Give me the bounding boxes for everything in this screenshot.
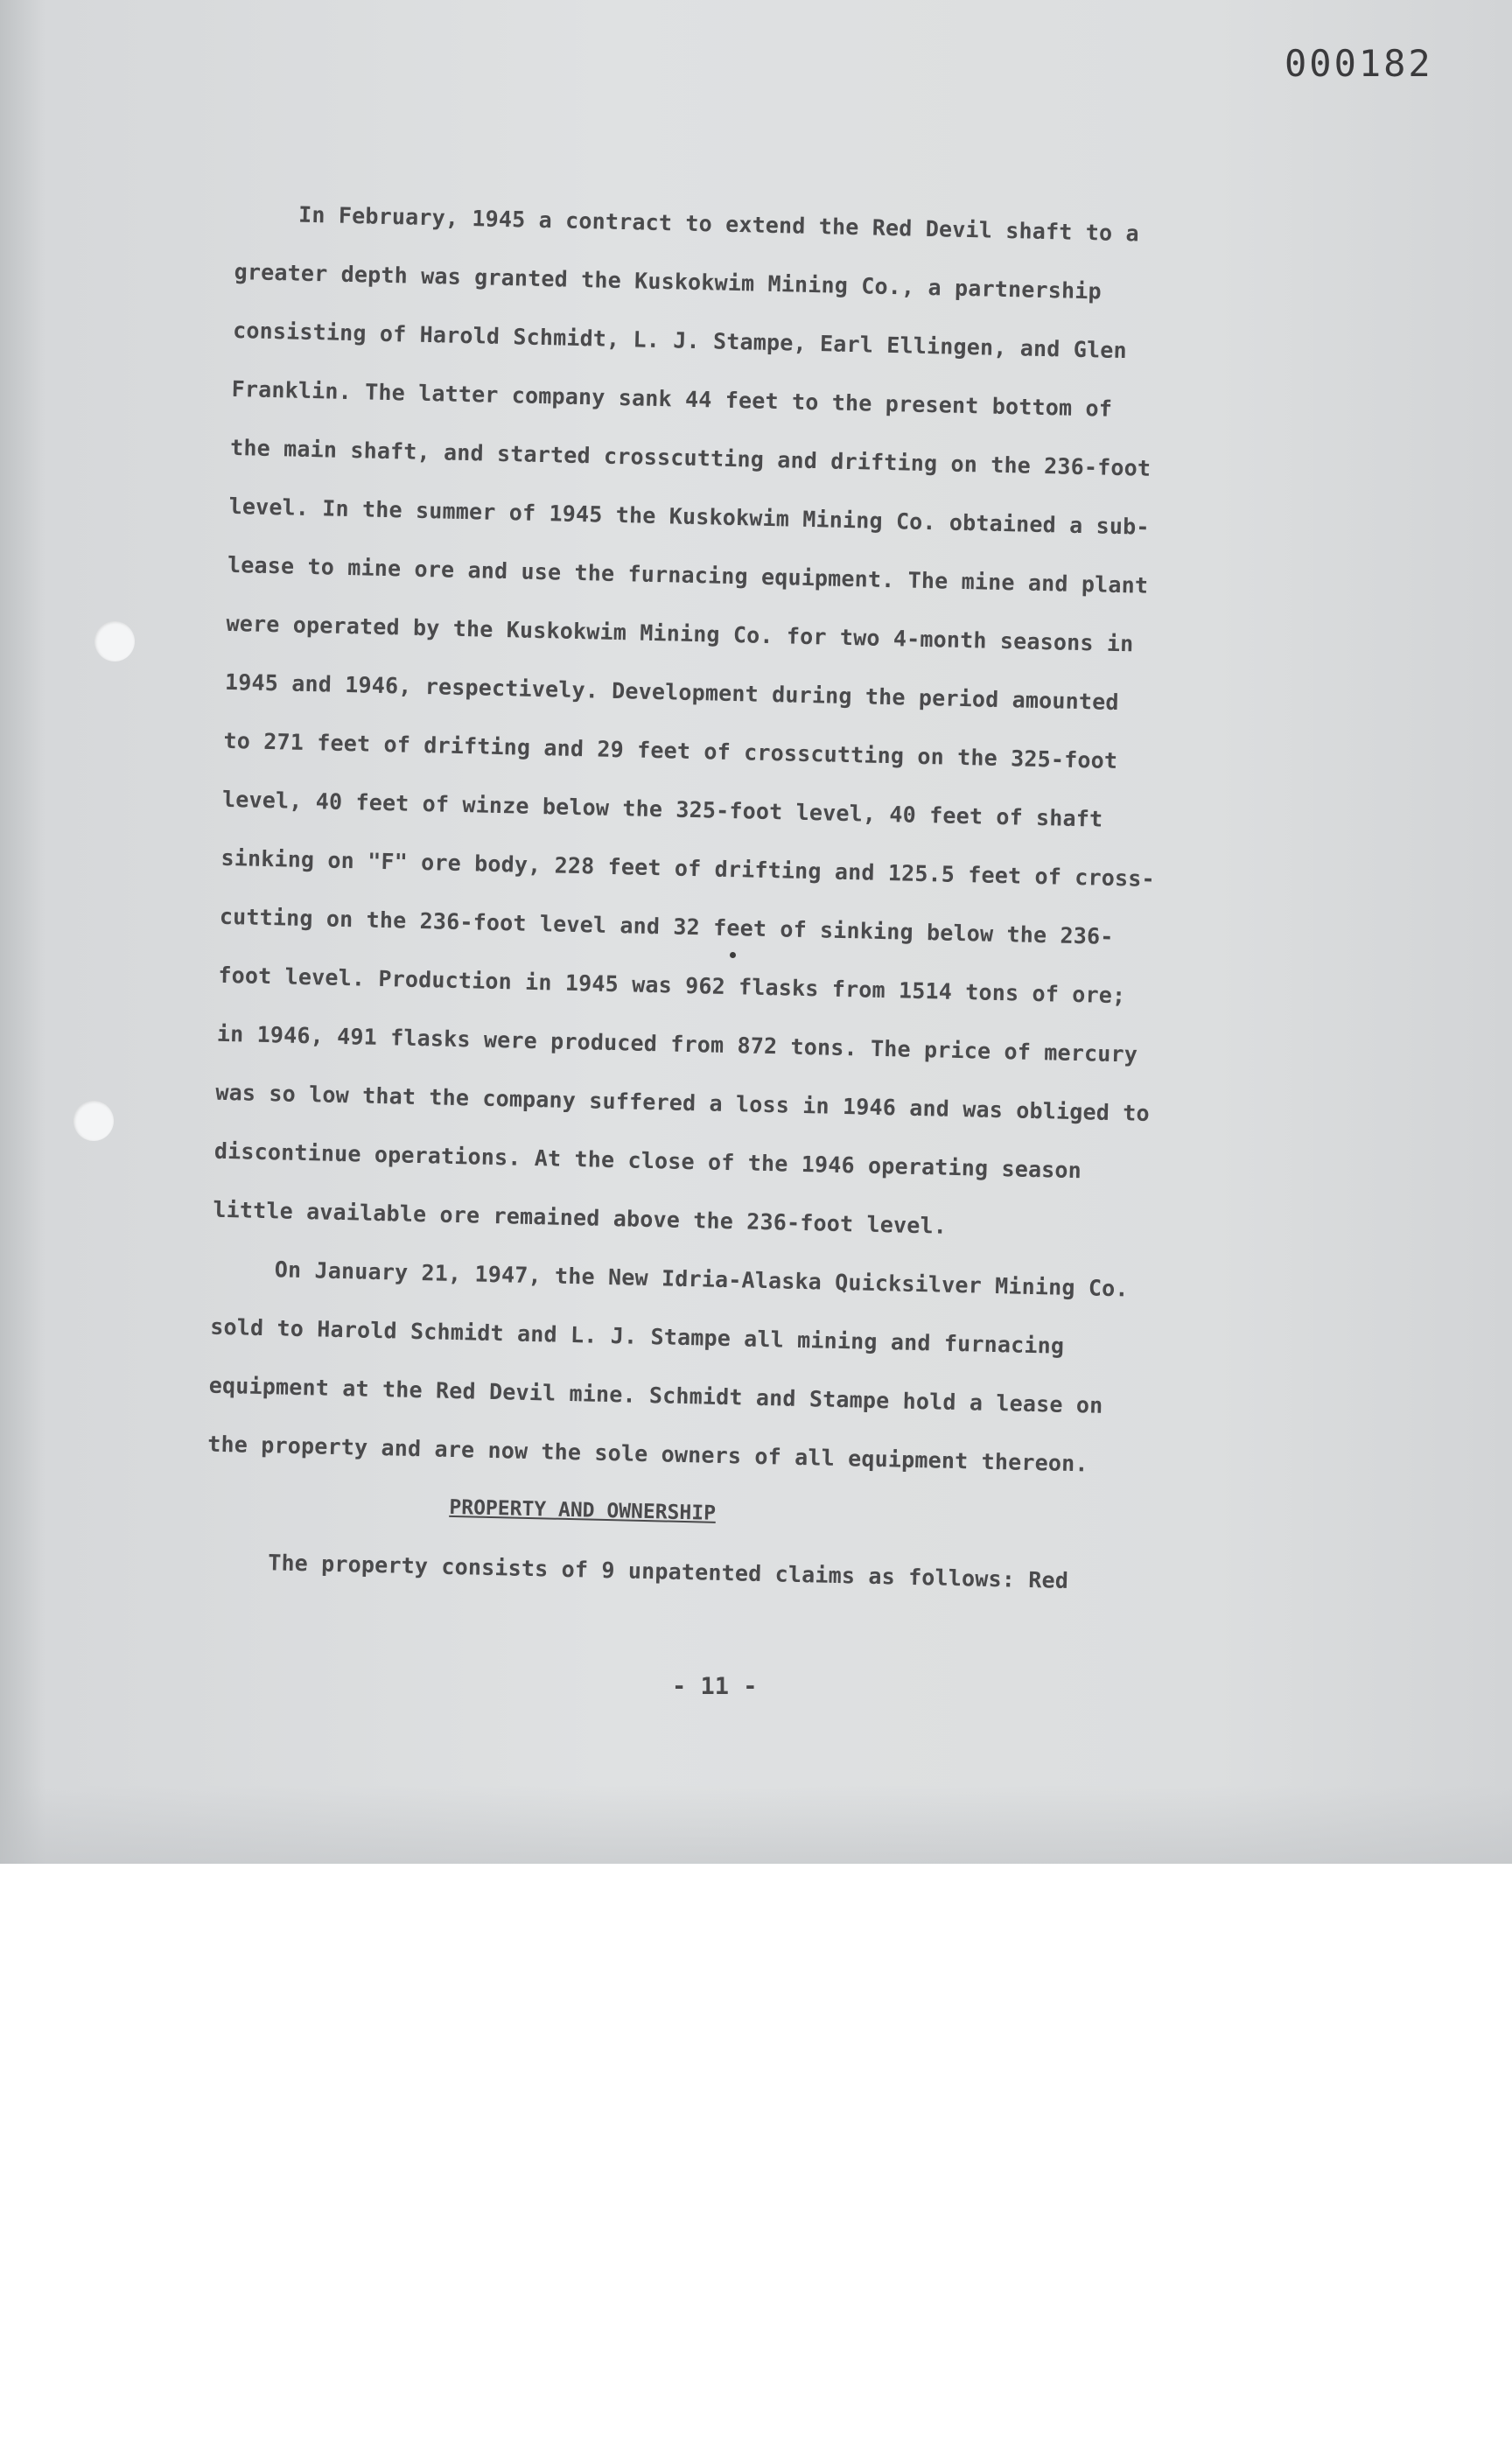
text-line: were operated by the Kuskokwim Mining Co. for two 4-month seasons in: [226, 610, 1134, 657]
text-line: to 271 feet of drifting and 29 feet of crosscutting on the 325-foot: [223, 727, 1118, 774]
text-line: equipment at the Red Devil mine. Schmidt and Stampe hold a lease on: [208, 1372, 1103, 1418]
text-line: was so low that the company suffered a loss in 1946 and was obliged to: [215, 1079, 1151, 1126]
section-heading: PROPERTY AND OWNERSHIP: [449, 1495, 717, 1525]
document-number: 000182: [1284, 42, 1433, 85]
text-line: foot level. Production in 1945 was 962 flasks from 1514 tons of ore;: [218, 962, 1126, 1009]
text-line: On January 21, 1947, the New Idria-Alaska Quicksilver Mining Co.: [274, 1256, 1130, 1302]
text-line: sinking on "F" ore body, 228 feet of drifting and 125.5 feet of cross-: [220, 844, 1156, 892]
page-number: - 11 -: [672, 1673, 758, 1700]
ink-speck: [730, 952, 736, 958]
text-line: 1945 and 1946, respectively. Development during the period amounted: [224, 668, 1119, 716]
text-line: The property consists of 9 unpatented claims as follows: Red: [267, 1550, 1069, 1593]
text-line: discontinue operations. At the close of the 1946 operating season: [214, 1138, 1082, 1184]
text-line: in 1946, 491 flasks were produced from 872 tons. The price of mercury: [216, 1020, 1138, 1068]
text-line: level. In the summer of 1945 the Kuskokwim Mining Co. obtained a sub-: [228, 493, 1151, 540]
text-line: cutting on the 236-foot level and 32 feet of sinking below the 236-: [219, 903, 1114, 949]
text-line: greater depth was granted the Kuskokwim Mining Co., a partnership: [234, 258, 1102, 304]
body-text: [205, 184, 1330, 1615]
paragraph-2: [207, 1239, 1306, 1498]
punch-hole-bottom: [74, 1101, 114, 1141]
text-line: the property and are now the sole owners of all equipment thereon.: [206, 1431, 1088, 1477]
paper-bottom-edge: [0, 1785, 1512, 1864]
punch-hole-top: [94, 621, 135, 662]
text-line: level, 40 feet of winze below the 325-foot level, 40 feet of shaft: [221, 786, 1103, 832]
text-line: lease to mine ore and use the furnacing equipment. The mine and plant: [227, 551, 1149, 598]
text-line: Franklin. The latter company sank 44 feet to the present bottom of: [231, 375, 1113, 422]
text-line: the main shaft, and started crosscutting and drifting on the 236-foot: [229, 434, 1152, 481]
text-line: consisting of Harold Schmidt, L. J. Stampe, Earl Ellingen, and Glen: [232, 317, 1128, 364]
text-line: sold to Harold Schmidt and L. J. Stampe all mining and furnacing: [210, 1313, 1065, 1359]
text-line: In February, 1945 a contract to extend the Red Devil shaft to a: [298, 201, 1140, 247]
paragraph-1: [213, 184, 1330, 1264]
text-line: little available ore remained above the 236-foot level.: [213, 1196, 948, 1239]
